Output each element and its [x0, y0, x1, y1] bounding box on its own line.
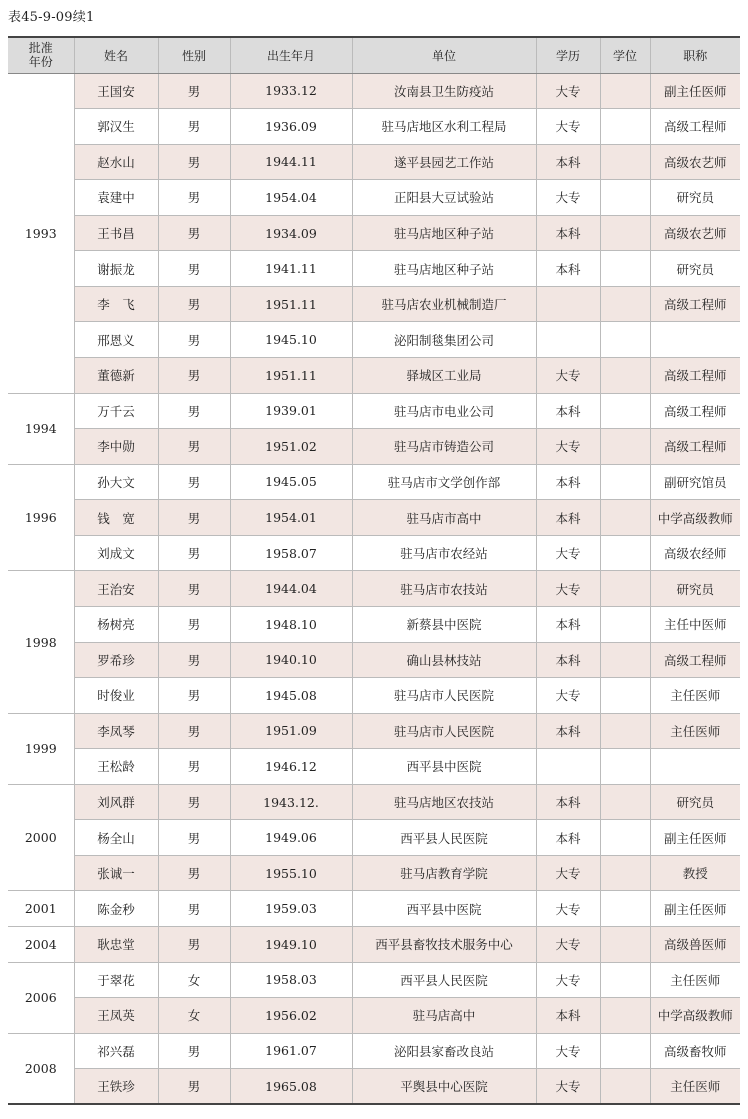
cell-birth: 1956.02	[230, 998, 352, 1034]
cell-unit: 汝南县卫生防疫站	[352, 73, 536, 109]
cell-unit: 驻马店市人民医院	[352, 713, 536, 749]
cell-gender: 男	[158, 820, 230, 856]
cell-birth: 1951.11	[230, 286, 352, 322]
cell-unit: 泌阳制毯集团公司	[352, 322, 536, 358]
cell-name: 李 飞	[74, 286, 158, 322]
cell-year: 1999	[8, 713, 74, 784]
cell-title: 高级兽医师	[650, 927, 740, 963]
cell-title	[650, 749, 740, 785]
cell-education: 大专	[536, 1069, 600, 1105]
cell-title: 副研究馆员	[650, 464, 740, 500]
cell-year: 2008	[8, 1033, 74, 1104]
table-row	[8, 358, 740, 394]
cell-birth: 1946.12	[230, 749, 352, 785]
cell-education: 大专	[536, 180, 600, 216]
cell-unit: 驻马店市农经站	[352, 535, 536, 571]
experts-table	[8, 36, 740, 1105]
cell-birth: 1954.04	[230, 180, 352, 216]
table-row	[8, 535, 740, 571]
table-body	[8, 73, 740, 1104]
cell-unit: 驻马店市高中	[352, 500, 536, 536]
cell-degree	[600, 1069, 650, 1105]
cell-name: 王治安	[74, 571, 158, 607]
cell-degree	[600, 998, 650, 1034]
cell-title: 研究员	[650, 784, 740, 820]
table-row	[8, 713, 740, 749]
cell-name: 李凤琴	[74, 713, 158, 749]
cell-title: 中学高级教师	[650, 500, 740, 536]
cell-birth: 1936.09	[230, 109, 352, 145]
cell-education: 大专	[536, 855, 600, 891]
cell-degree	[600, 820, 650, 856]
header-name: 姓名	[74, 37, 158, 73]
cell-gender: 男	[158, 749, 230, 785]
cell-title: 主任医师	[650, 1069, 740, 1105]
table-row	[8, 215, 740, 251]
cell-title: 高级工程师	[650, 286, 740, 322]
cell-name: 张诚一	[74, 855, 158, 891]
cell-education: 本科	[536, 606, 600, 642]
cell-gender: 男	[158, 180, 230, 216]
cell-education: 大专	[536, 571, 600, 607]
cell-education: 本科	[536, 998, 600, 1034]
cell-unit: 泌阳县家畜改良站	[352, 1033, 536, 1069]
cell-birth: 1958.03	[230, 962, 352, 998]
cell-gender: 男	[158, 784, 230, 820]
cell-name: 钱 宽	[74, 500, 158, 536]
cell-unit: 驻马店地区种子站	[352, 215, 536, 251]
table-row	[8, 749, 740, 785]
cell-gender: 男	[158, 144, 230, 180]
header-year: 批准 年份	[8, 37, 74, 73]
cell-education: 大专	[536, 109, 600, 145]
table-row	[8, 927, 740, 963]
cell-year: 2001	[8, 891, 74, 927]
table-row	[8, 1033, 740, 1069]
cell-education: 大专	[536, 358, 600, 394]
cell-education: 本科	[536, 642, 600, 678]
cell-birth: 1949.10	[230, 927, 352, 963]
table-row	[8, 180, 740, 216]
cell-education: 大专	[536, 927, 600, 963]
cell-unit: 新蔡县中医院	[352, 606, 536, 642]
cell-birth: 1934.09	[230, 215, 352, 251]
header-title: 职称	[650, 37, 740, 73]
cell-degree	[600, 500, 650, 536]
cell-title: 高级工程师	[650, 109, 740, 145]
cell-birth: 1945.08	[230, 678, 352, 714]
cell-degree	[600, 73, 650, 109]
cell-birth: 1939.01	[230, 393, 352, 429]
cell-birth: 1944.11	[230, 144, 352, 180]
cell-name: 王国安	[74, 73, 158, 109]
cell-birth: 1955.10	[230, 855, 352, 891]
cell-title	[650, 322, 740, 358]
cell-birth: 1948.10	[230, 606, 352, 642]
cell-birth: 1944.04	[230, 571, 352, 607]
table-row	[8, 571, 740, 607]
cell-unit: 驻马店市人民医院	[352, 678, 536, 714]
cell-title: 高级畜牧师	[650, 1033, 740, 1069]
cell-gender: 男	[158, 642, 230, 678]
cell-title: 研究员	[650, 180, 740, 216]
cell-name: 谢振龙	[74, 251, 158, 287]
cell-gender: 男	[158, 358, 230, 394]
cell-name: 耿忠堂	[74, 927, 158, 963]
cell-gender: 男	[158, 464, 230, 500]
cell-name: 王凤英	[74, 998, 158, 1034]
table-row	[8, 429, 740, 465]
cell-education: 本科	[536, 393, 600, 429]
table-row	[8, 393, 740, 429]
cell-gender: 男	[158, 251, 230, 287]
table-row	[8, 109, 740, 145]
cell-name: 杨树亮	[74, 606, 158, 642]
cell-birth: 1951.02	[230, 429, 352, 465]
table-row	[8, 251, 740, 287]
cell-birth: 1951.11	[230, 358, 352, 394]
cell-title: 研究员	[650, 571, 740, 607]
cell-degree	[600, 429, 650, 465]
cell-year: 2006	[8, 962, 74, 1033]
cell-gender: 男	[158, 393, 230, 429]
cell-degree	[600, 678, 650, 714]
header-unit: 单位	[352, 37, 536, 73]
cell-name: 于翠花	[74, 962, 158, 998]
cell-education: 本科	[536, 500, 600, 536]
cell-title: 高级农艺师	[650, 215, 740, 251]
cell-degree	[600, 180, 650, 216]
cell-education	[536, 749, 600, 785]
cell-title: 副主任医师	[650, 891, 740, 927]
cell-gender: 男	[158, 891, 230, 927]
cell-education: 本科	[536, 820, 600, 856]
cell-education: 大专	[536, 678, 600, 714]
table-row	[8, 500, 740, 536]
cell-title: 研究员	[650, 251, 740, 287]
header-degree: 学位	[600, 37, 650, 73]
cell-unit: 驻马店农业机械制造厂	[352, 286, 536, 322]
cell-title: 高级工程师	[650, 358, 740, 394]
cell-unit: 驻马店地区农技站	[352, 784, 536, 820]
cell-degree	[600, 109, 650, 145]
table-row	[8, 678, 740, 714]
cell-birth: 1943.12.	[230, 784, 352, 820]
cell-year: 1993	[8, 73, 74, 393]
cell-unit: 驻马店地区水利工程局	[352, 109, 536, 145]
cell-unit: 驻马店市电业公司	[352, 393, 536, 429]
table-row	[8, 891, 740, 927]
cell-birth: 1933.12	[230, 73, 352, 109]
cell-year: 1998	[8, 571, 74, 713]
cell-degree	[600, 215, 650, 251]
cell-degree	[600, 713, 650, 749]
cell-gender: 男	[158, 1033, 230, 1069]
cell-gender: 男	[158, 535, 230, 571]
header-birth: 出生年月	[230, 37, 352, 73]
cell-unit: 驻马店市文学创作部	[352, 464, 536, 500]
cell-education: 大专	[536, 535, 600, 571]
cell-title: 副主任医师	[650, 73, 740, 109]
cell-gender: 男	[158, 855, 230, 891]
cell-unit: 西平县中医院	[352, 749, 536, 785]
cell-name: 杨全山	[74, 820, 158, 856]
cell-title: 主任医师	[650, 962, 740, 998]
cell-name: 李中勋	[74, 429, 158, 465]
table-row	[8, 820, 740, 856]
table-row	[8, 855, 740, 891]
cell-title: 主任医师	[650, 678, 740, 714]
cell-degree	[600, 286, 650, 322]
cell-name: 董德新	[74, 358, 158, 394]
cell-title: 高级工程师	[650, 393, 740, 429]
cell-degree	[600, 962, 650, 998]
cell-birth: 1949.06	[230, 820, 352, 856]
cell-name: 郭汉生	[74, 109, 158, 145]
cell-birth: 1945.10	[230, 322, 352, 358]
table-row	[8, 464, 740, 500]
cell-title: 教授	[650, 855, 740, 891]
cell-name: 刘风群	[74, 784, 158, 820]
cell-unit: 西平县人民医院	[352, 820, 536, 856]
cell-education: 大专	[536, 1033, 600, 1069]
cell-gender: 女	[158, 998, 230, 1034]
cell-degree	[600, 464, 650, 500]
cell-name: 王铁珍	[74, 1069, 158, 1105]
cell-title: 高级工程师	[650, 642, 740, 678]
cell-name: 孙大文	[74, 464, 158, 500]
cell-education	[536, 286, 600, 322]
cell-birth: 1951.09	[230, 713, 352, 749]
cell-title: 高级农经师	[650, 535, 740, 571]
cell-gender: 男	[158, 215, 230, 251]
table-caption: 表45-9-09续1	[8, 10, 95, 25]
cell-gender: 男	[158, 1069, 230, 1105]
cell-birth: 1958.07	[230, 535, 352, 571]
cell-degree	[600, 855, 650, 891]
table-row	[8, 322, 740, 358]
cell-year: 1996	[8, 464, 74, 571]
cell-education: 本科	[536, 464, 600, 500]
cell-degree	[600, 322, 650, 358]
cell-education: 本科	[536, 713, 600, 749]
cell-degree	[600, 144, 650, 180]
cell-birth: 1945.05	[230, 464, 352, 500]
cell-name: 王书昌	[74, 215, 158, 251]
cell-degree	[600, 927, 650, 963]
cell-degree	[600, 393, 650, 429]
cell-unit: 驻马店市农技站	[352, 571, 536, 607]
cell-name: 罗希珍	[74, 642, 158, 678]
cell-name: 刘成文	[74, 535, 158, 571]
cell-gender: 女	[158, 962, 230, 998]
cell-title: 高级农艺师	[650, 144, 740, 180]
cell-unit: 驻马店地区种子站	[352, 251, 536, 287]
cell-name: 祁兴磊	[74, 1033, 158, 1069]
cell-degree	[600, 606, 650, 642]
table-row	[8, 784, 740, 820]
cell-degree	[600, 535, 650, 571]
cell-education: 本科	[536, 251, 600, 287]
cell-unit: 西平县人民医院	[352, 962, 536, 998]
cell-birth: 1941.11	[230, 251, 352, 287]
cell-gender: 男	[158, 571, 230, 607]
header-education: 学历	[536, 37, 600, 73]
cell-unit: 平舆县中心医院	[352, 1069, 536, 1105]
table-row	[8, 144, 740, 180]
cell-education: 本科	[536, 215, 600, 251]
cell-name: 万千云	[74, 393, 158, 429]
cell-degree	[600, 358, 650, 394]
cell-gender: 男	[158, 73, 230, 109]
cell-name: 王松龄	[74, 749, 158, 785]
cell-title: 主任医师	[650, 713, 740, 749]
cell-degree	[600, 784, 650, 820]
cell-degree	[600, 642, 650, 678]
cell-gender: 男	[158, 713, 230, 749]
cell-unit: 驻马店教育学院	[352, 855, 536, 891]
cell-birth: 1954.01	[230, 500, 352, 536]
cell-degree	[600, 571, 650, 607]
cell-gender: 男	[158, 286, 230, 322]
cell-unit: 正阳县大豆试验站	[352, 180, 536, 216]
cell-gender: 男	[158, 606, 230, 642]
cell-degree	[600, 251, 650, 287]
cell-birth: 1961.07	[230, 1033, 352, 1069]
cell-unit: 遂平县园艺工作站	[352, 144, 536, 180]
cell-title: 高级工程师	[650, 429, 740, 465]
table-row	[8, 73, 740, 109]
cell-title: 中学高级教师	[650, 998, 740, 1034]
table-row	[8, 606, 740, 642]
cell-title: 主任中医师	[650, 606, 740, 642]
cell-unit: 驻马店高中	[352, 998, 536, 1034]
cell-unit: 确山县林技站	[352, 642, 536, 678]
cell-unit: 驿城区工业局	[352, 358, 536, 394]
header-gender: 性别	[158, 37, 230, 73]
cell-gender: 男	[158, 678, 230, 714]
cell-education: 大专	[536, 73, 600, 109]
table-row	[8, 962, 740, 998]
cell-degree	[600, 749, 650, 785]
cell-birth: 1959.03	[230, 891, 352, 927]
cell-name: 陈金秒	[74, 891, 158, 927]
cell-name: 邢恩义	[74, 322, 158, 358]
table-row	[8, 998, 740, 1034]
table-header	[8, 37, 740, 73]
cell-name: 时俊业	[74, 678, 158, 714]
table-row	[8, 286, 740, 322]
cell-education	[536, 322, 600, 358]
cell-birth: 1940.10	[230, 642, 352, 678]
cell-year: 1994	[8, 393, 74, 464]
cell-education: 本科	[536, 784, 600, 820]
cell-unit: 西平县畜牧技术服务中心	[352, 927, 536, 963]
cell-gender: 男	[158, 429, 230, 465]
cell-education: 大专	[536, 891, 600, 927]
cell-name: 袁建中	[74, 180, 158, 216]
cell-education: 大专	[536, 429, 600, 465]
cell-unit: 西平县中医院	[352, 891, 536, 927]
cell-degree	[600, 891, 650, 927]
cell-education: 本科	[536, 144, 600, 180]
cell-gender: 男	[158, 500, 230, 536]
cell-year: 2004	[8, 927, 74, 963]
cell-education: 大专	[536, 962, 600, 998]
table-row	[8, 1069, 740, 1105]
cell-year: 2000	[8, 784, 74, 891]
cell-birth: 1965.08	[230, 1069, 352, 1105]
cell-degree	[600, 1033, 650, 1069]
cell-unit: 驻马店市铸造公司	[352, 429, 536, 465]
cell-title: 副主任医师	[650, 820, 740, 856]
cell-gender: 男	[158, 109, 230, 145]
cell-gender: 男	[158, 322, 230, 358]
header-row	[8, 37, 740, 73]
table-row	[8, 642, 740, 678]
cell-gender: 男	[158, 927, 230, 963]
cell-name: 赵水山	[74, 144, 158, 180]
